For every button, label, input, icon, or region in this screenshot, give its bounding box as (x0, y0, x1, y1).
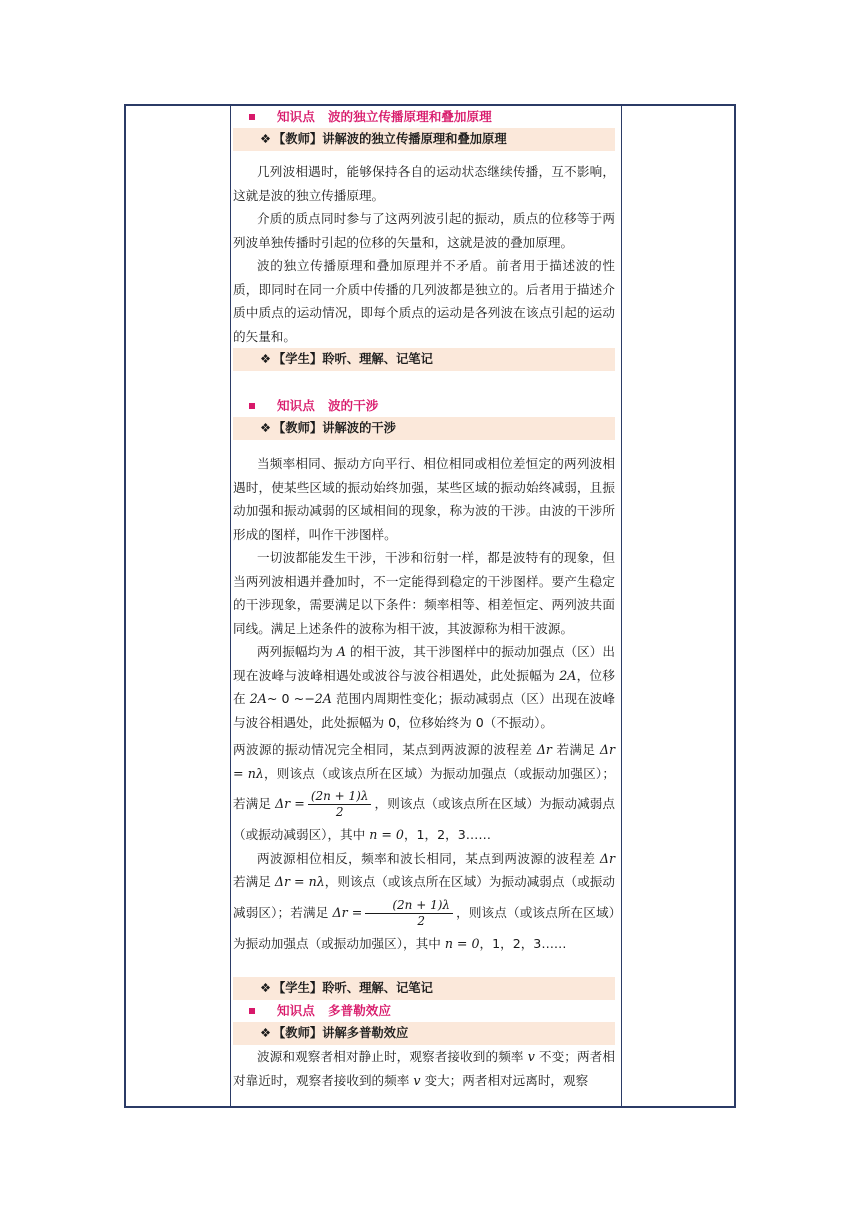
teacher-band (233, 1022, 615, 1045)
teacher-band (233, 128, 615, 151)
fraction: $\frac{(2n + 1)\lambda}{2}$ (308, 789, 372, 820)
lesson-content (233, 106, 615, 1092)
opposite-phase-paragraph: 两波源相位相反，频率和波长相同，某点到两波源的波程差 Δr 若满足 Δr = nλ，则该点（或该点所在区域）为振动减弱点（或振动减弱区）；若满足 Δr = $\frac{(2n + 1)\lambda}{2}$ ，则该点（或该点所在区域）为振动加强点（或振动加强区），其中 n = 0，1，2，3…… (233, 850, 615, 951)
column-divider-right (621, 106, 622, 1106)
column-divider-left (230, 106, 231, 1106)
diamond-icon: ❖ (260, 1026, 272, 1040)
teacher-label: 【教师】讲解多普勒效应 (273, 1026, 409, 1040)
paragraph: 几列波相遇时，能够保持各自的运动状态继续传播，互不影响，这就是波的独立传播原理。 (233, 164, 615, 203)
square-bullet-icon (249, 114, 255, 120)
diamond-icon: ❖ (260, 132, 272, 146)
square-bullet-icon (249, 1008, 255, 1014)
paragraph: 一切波都能发生干涉，干涉和衍射一样，都是波特有的现象，但当两列波相遇并叠加时，不一定能得到稳定的干涉图样。要产生稳定的干涉现象，需要满足以下条件：频率相等、相差恒定、两列波共面同线。满足上述条件的波称为相干波，其波源称为相干波源。 (233, 550, 615, 636)
doppler-paragraph: 波源和观察者相对静止时，观察者接收到的频率 v 不变；两者相对靠近时，观察者接收到的频率 v 变大；两者相对远离时，观察 (233, 1049, 615, 1088)
student-label: 【学生】聆听、理解、记笔记 (273, 352, 433, 366)
paragraph: 介质的质点同时参与了这两列波引起的振动，质点的位移等于两列波单独传播时引起的位移的矢量和，这就是波的叠加原理。 (233, 211, 615, 250)
teacher-label: 【教师】讲解波的独立传播原理和叠加原理 (273, 132, 507, 146)
diamond-icon: ❖ (260, 981, 272, 995)
knowledge-point-heading: 知识点 波的干涉 (233, 395, 615, 417)
diamond-icon: ❖ (260, 421, 272, 435)
amplitude-paragraph: 两列振幅均为 A 的相干波，其干涉图样中的振动加强点（区）出现在波峰与波峰相遇处或波谷与波谷相遇处，此处振幅为 2A，位移在 2A~ 0 ~−2A 范围内周期性变化；振动减弱点（区）出现在波峰与波谷相遇处，此处振幅为 0，位移始终为 0（不振动）。 (233, 644, 616, 730)
paragraph: 当频率相同、振动方向平行、相位相同或相位差恒定的两列波相遇时，使某些区域的振动始终加强，某些区域的振动始终减弱，且振动加强和振动减弱的区域相间的现象，称为波的干涉。由波的干涉所形成的图样，叫作干涉图样。 (233, 456, 615, 542)
teacher-label: 【教师】讲解波的干涉 (273, 421, 396, 435)
fraction: $\frac{(2n + 1)\lambda}{2}$ (365, 898, 453, 929)
square-bullet-icon (249, 403, 255, 409)
knowledge-point-heading: 知识点 多普勒效应 (233, 1000, 615, 1022)
same-phase-paragraph: 两波源的振动情况完全相同，某点到两波源的波程差 Δr 若满足 Δr = nλ，则该点（或该点所在区域）为振动加强点（或振动加强区）；若满足 Δr = $\frac{(2n + 1)\lambda}{2}$ ，则该点（或该点所在区域）为振动减弱点（或振动减弱区），其中 n = 0，1，2，3…… (233, 742, 616, 842)
student-band (233, 977, 615, 1000)
paragraph: 波的独立传播原理和叠加原理并不矛盾。前者用于描述波的性质，即同时在同一介质中传播的几列波都是独立的。后者用于描述介质中质点的运动情况，即每个质点的运动是各列波在该点引起的运动的矢量和。 (233, 258, 615, 344)
student-band (233, 348, 615, 371)
knowledge-point-heading: 知识点 波的独立传播原理和叠加原理 (233, 106, 615, 128)
student-label: 【学生】聆听、理解、记笔记 (273, 981, 433, 995)
diamond-icon: ❖ (260, 352, 272, 366)
teacher-band (233, 417, 615, 440)
